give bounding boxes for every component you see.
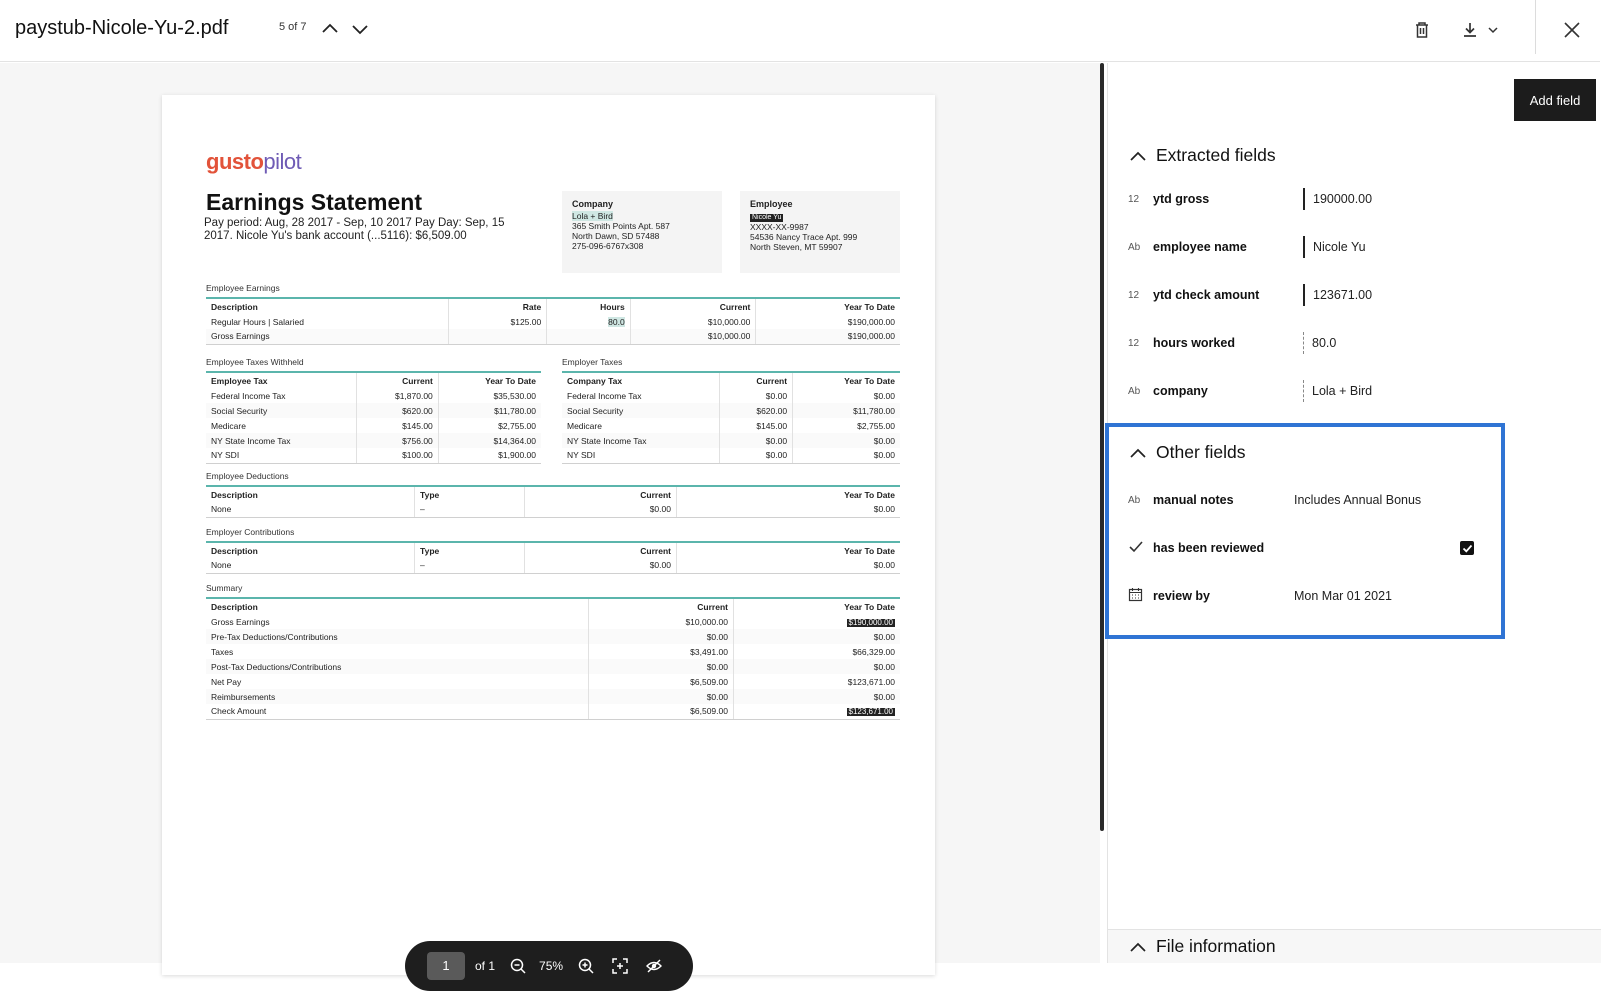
zoom-out-icon — [509, 957, 527, 975]
table-row: NY State Income Tax $756.00 $14,364.00 — [206, 433, 541, 448]
field-name: review by — [1153, 589, 1210, 603]
page-number-input[interactable] — [427, 952, 465, 980]
field-name: company — [1153, 384, 1208, 398]
section-heading: File information — [1156, 936, 1276, 956]
field-row-employee-name[interactable] — [1128, 235, 1568, 259]
table-row: Medicare $145.00 $2,755.00 — [562, 418, 900, 433]
deductions-table: Description Type Current Year To Date None – $0.00 $0.00 — [206, 485, 900, 518]
table-row: Check Amount $6,509.00 $123,671.00 — [206, 704, 900, 719]
field-row-review-by[interactable] — [1128, 584, 1568, 608]
fit-to-page-button[interactable] — [609, 955, 631, 977]
close-button[interactable] — [1557, 15, 1587, 45]
calendar-type-icon — [1128, 587, 1153, 605]
previous-document-button[interactable] — [318, 17, 342, 41]
checkmark-type-icon — [1128, 539, 1153, 558]
table-row: Social Security $620.00 $11,780.00 — [562, 403, 900, 418]
chevron-down-icon — [348, 17, 372, 41]
table-row: NY SDI $0.00 $0.00 — [562, 448, 900, 463]
trash-icon — [1412, 20, 1432, 40]
field-name: ytd gross — [1153, 192, 1210, 206]
field-value[interactable]: Lola + Bird — [1303, 380, 1372, 402]
table-row: None – $0.00 $0.00 — [206, 502, 900, 517]
statement-title: Earnings Statement — [206, 189, 422, 215]
page-total: of 1 — [475, 959, 496, 973]
table-row: Medicare $145.00 $2,755.00 — [206, 418, 541, 433]
document-page — [162, 95, 935, 975]
field-row-ytd-gross[interactable] — [1128, 187, 1568, 211]
section-title: Summary — [206, 583, 243, 593]
eye-off-icon — [645, 957, 663, 975]
section-title: Employee Taxes Withheld — [206, 357, 304, 367]
table-row: Regular Hours | Salaried $125.00 80.0 $10,000.00 $190,000.00 — [206, 314, 900, 329]
document-viewer — [0, 63, 1100, 973]
extracted-fields-header[interactable] — [1128, 145, 1276, 166]
field-row-has-been-reviewed[interactable] — [1128, 536, 1568, 560]
table-row: Taxes $3,491.00 $66,329.00 — [206, 644, 900, 659]
chevron-down-icon — [1487, 24, 1499, 36]
company-name: Lola + Bird — [572, 211, 613, 221]
chevron-up-icon — [1128, 146, 1148, 166]
table-row: NY SDI $100.00 $1,900.00 — [206, 448, 541, 463]
gusto-pilot-logo: gustopilot — [206, 149, 302, 174]
section-title: Employee Earnings — [206, 283, 280, 293]
field-name: employee name — [1153, 240, 1247, 254]
reviewed-checkbox[interactable] — [1460, 541, 1474, 555]
field-name: hours worked — [1153, 336, 1235, 350]
field-name: ytd check amount — [1153, 288, 1260, 302]
field-row-hours-worked[interactable] — [1128, 331, 1568, 355]
company-info-box: Company Lola + Bird 365 Smith Points Apt. 587 North Dawn, SD 57488 275-096-6767x308 — [562, 191, 722, 273]
text-type-icon: Ab — [1128, 241, 1141, 253]
section-title: Employer Contributions — [206, 527, 295, 537]
table-row: Social Security $620.00 $11,780.00 — [206, 403, 541, 418]
field-value[interactable]: Nicole Yu — [1303, 236, 1366, 258]
table-row: NY State Income Tax $0.00 $0.00 — [562, 433, 900, 448]
toggle-visibility-button[interactable] — [643, 955, 665, 977]
employee-info-box: Employee Nicole Yu XXXX-XX-9987 54536 Nancy Trace Apt. 999 North Steven, MT 59907 — [740, 191, 900, 273]
employee-taxes-table: Employee Tax Current Year To Date Federal Income Tax $1,870.00 $35,530.00 Social Security $620.00 $11,780.00 Medicare $145.00 $2,755.00 NY State Income Tax $756.00 $14,364.00 NY SDI $100.00 $1,900.00 — [206, 371, 541, 464]
chevron-up-icon — [1128, 937, 1148, 957]
field-row-company[interactable] — [1128, 379, 1568, 403]
employer-taxes-table: Company Tax Current Year To Date Federal Income Tax $0.00 $0.00 Social Security $620.00 $11,780.00 Medicare $145.00 $2,755.00 NY State Income Tax $0.00 $0.00 NY SDI $0.00 $0.00 — [562, 371, 900, 464]
table-row: Gross Earnings $10,000.00 $190,000.00 — [206, 614, 900, 629]
field-value[interactable]: 123671.00 — [1303, 284, 1372, 306]
table-row: Reimbursements $0.00 $0.00 — [206, 689, 900, 704]
download-options-button[interactable] — [1483, 15, 1503, 45]
viewer-toolbar — [405, 941, 693, 991]
file-information-section — [1108, 929, 1601, 963]
file-information-header[interactable] — [1128, 936, 1276, 957]
table-row: Gross Earnings $10,000.00 $190,000.00 — [206, 329, 900, 344]
number-type-icon: 12 — [1128, 193, 1140, 205]
table-row: Post-Tax Deductions/Contributions $0.00 $0.00 — [206, 659, 900, 674]
field-row-manual-notes[interactable] — [1128, 488, 1568, 512]
other-fields-header[interactable] — [1128, 442, 1245, 463]
number-type-icon: 12 — [1128, 289, 1140, 301]
zoom-in-button[interactable] — [575, 955, 597, 977]
section-title: Employer Taxes — [562, 357, 623, 367]
delete-button[interactable] — [1407, 15, 1437, 45]
table-row: Pre-Tax Deductions/Contributions $0.00 $0.00 — [206, 629, 900, 644]
field-value[interactable]: Includes Annual Bonus — [1294, 493, 1422, 507]
pay-period-text: Pay period: Aug, 28 2017 - Sep, 10 2017 Pay Day: Sep, 15 2017. Nicole Yu's bank account (...5116): $6,509.00 — [204, 217, 505, 242]
document-title: paystub-Nicole-Yu-2.pdf — [15, 17, 229, 39]
text-type-icon: Ab — [1128, 494, 1141, 506]
section-heading: Other fields — [1156, 442, 1246, 462]
section-title: Employee Deductions — [206, 471, 289, 481]
chevron-up-icon — [1128, 443, 1148, 463]
field-row-ytd-check-amount[interactable] — [1128, 283, 1568, 307]
field-value[interactable]: 80.0 — [1303, 332, 1336, 354]
field-name: has been reviewed — [1153, 541, 1265, 555]
zoom-level: 75% — [539, 959, 564, 973]
zoom-out-button[interactable] — [507, 955, 529, 977]
field-value[interactable]: Mon Mar 01 2021 — [1294, 589, 1392, 603]
checkmark-icon — [1462, 543, 1473, 554]
table-row: None – $0.00 $0.00 — [206, 558, 900, 573]
toolbar-divider — [1535, 0, 1536, 54]
field-value[interactable]: 190000.00 — [1303, 188, 1372, 210]
table-row: Federal Income Tax $0.00 $0.00 — [562, 388, 900, 403]
number-type-icon: 12 — [1128, 337, 1140, 349]
zoom-in-icon — [577, 957, 595, 975]
chevron-up-icon — [318, 17, 342, 41]
close-icon — [1562, 20, 1582, 40]
document-position: 5 of 7 — [279, 21, 307, 33]
earnings-table: Description Rate Hours Current Year To Date Regular Hours | Salaried $125.00 80.0 $10,000.00 $190,000.00 Gross Earnings $10,000.00 $190,000.00 — [206, 297, 900, 345]
fit-page-icon — [611, 957, 629, 975]
section-heading: Extracted fields — [1156, 145, 1276, 165]
contributions-table: Description Type Current Year To Date None – $0.00 $0.00 — [206, 541, 900, 574]
employee-name-redacted: Nicole Yu — [752, 214, 782, 221]
viewer-scrollbar[interactable] — [1100, 63, 1104, 831]
fields-panel — [1107, 63, 1600, 963]
next-document-button[interactable] — [348, 17, 372, 41]
text-type-icon: Ab — [1128, 385, 1141, 397]
table-row: Net Pay $6,509.00 $123,671.00 — [206, 674, 900, 689]
field-name: manual notes — [1153, 493, 1234, 507]
download-button[interactable] — [1456, 15, 1484, 45]
top-bar — [0, 0, 1600, 62]
table-row: Federal Income Tax $1,870.00 $35,530.00 — [206, 388, 541, 403]
add-field-button[interactable]: Add field — [1514, 79, 1596, 121]
download-icon — [1460, 20, 1480, 40]
summary-table: Description Current Year To Date Gross Earnings $10,000.00 $190,000.00 Pre-Tax Deductions/Contributions $0.00 $0.00 Taxes $3,491.00 $66,329.00 Post-Tax Deductions/Contributions $0.00 $0.00 Net Pay $6,509.00 $123,671.00 Reimbursements $0.00 $0.00 Check Amount $6,509.00 $123,671.00 — [206, 597, 900, 720]
